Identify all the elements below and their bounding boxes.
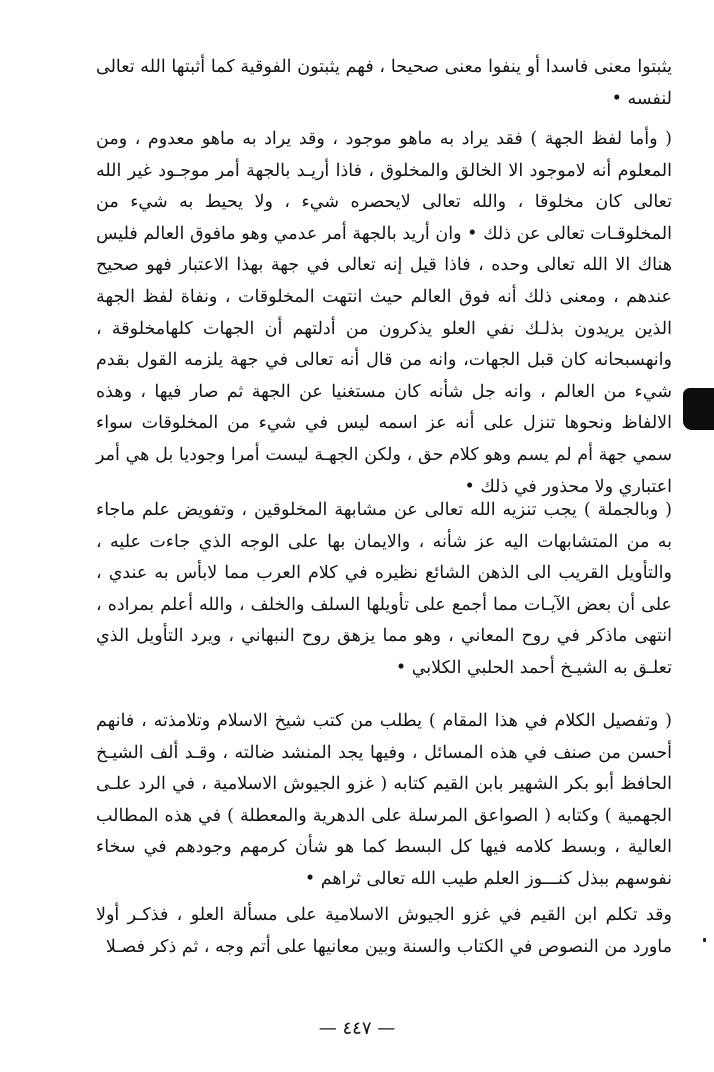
paragraph-2-block — [96, 124, 672, 503]
edge-speck-mark — [703, 938, 706, 942]
paragraph-5: وقد تكلم ابن القيم في غزو الجيوش الاسلامية على مسألة العلو ، فذكـر أولا ماورد من النصوص في الكتاب والسنة وبين معانيها على أتم وجه ، ثم ذكر فصـلا — [96, 905, 672, 957]
paragraph-4-block — [96, 706, 672, 896]
paragraph-3-block — [96, 495, 672, 685]
paragraph-4: ( وتفصيل الكلام في هذا المقام ) يطلب من كتب شيخ الاسلام وتلامذته ، فانهم أحسن من صنف في هذه المسائل ، وفيها يجد المنشد ضالته ، وقـد ألف الشيـخ الحافظ أبو بكر الشهير بابن القيم كتابه ( غزو الجيوش الاسلامية ، في الرد علـى الجهمية ) وكتابه ( الصواعق المرسلة على الدهرية والمعطلة ) في هذه المطالب العالية ، وبسط كلامه فيها كل البسط كما هو شأن كرمهم وجودهم في سخاء نفوسهم ببذل كنـــوز العلم طيب الله تعالى ثراهم • — [96, 711, 672, 889]
paragraph-1-block — [96, 52, 672, 115]
page-number: — ٤٤٧ — — [318, 1018, 396, 1039]
paragraph-5-block — [96, 900, 672, 963]
paragraph-2: ( وأما لفظ الجهة ) فقد يراد به ماهو موجود ، وقد يراد به ماهو معدوم ، ومن المعلوم أنه لاموجود الا الخالق والمخلوق ، فاذا أريـد بالجهة أمر موجـود غير الله تعالى كان مخلوقا ، والله تعالى لايحصره شيء ، ولا يحيط به شيء من المخلوقـات تعالى عن ذلك • وان أريد بالجهة أمر عدمي وهو مافوق العالم فليس هناك الا الله تعالى وحده ، فاذا قيل إنه تعالى في جهة بهذا الاعتبار فهو صحيح عندهم ، ومعنى ذلك أنه فوق العالم حيث انتهت المخلوقات ، ونفاة لفظ الجهة الذين يريدون بذلـك نفي العلو يذكرون من أدلتهم أن الجهات كلهامخلوقة ، وانهسبحانه كان قبل الجهات، وانه من قال أنه تعالى في جهة يلزمه القول بقدم شيء من العالم ، وانه جل شأنه كان مستغنيا عن الجهة ثم صار فيها ، وهذه الالفاظ ونحوها تنزل على أنه عز اسمه ليس في شيء من المخلوقات سواء سمي جهة أم لم يسم وهو كلام حق ، ولكن الجهـة ليست أمرا وجوديا بل هي أمر اعتباري ولا محذور في ذلك • — [96, 129, 672, 497]
paragraph-3: ( وبالجملة ) يجب تنزيه الله تعالى عن مشابهة المخلوقين ، وتفويض علم ماجاء به من المتشابهات اليه عز شأنه ، والايمان بها على الوجه الذي جاءت عليه ، والتأويل القريب الى الذهن الشائع نظيره في كلام العرب مما لابأس به عندي ، على أن بعض الآيـات مما أجمع على تأويلها السلف والخلف ، والله أعلم بمراده ، انتهى ماذكر في روح المعاني ، وهو مما يزهق روح النبهاني ، ويرد التأويل الذي تعلـق به الشيـخ أحمد الحلبي الكلابي • — [96, 500, 672, 678]
paragraph-1: يثبتوا معنى فاسدا أو ينفوا معنى صحيحا ، فهم يثبتون الفوقية كما أثبتها الله تعالى لنفسه • — [96, 57, 672, 109]
binding-shadow-mark — [683, 388, 714, 430]
